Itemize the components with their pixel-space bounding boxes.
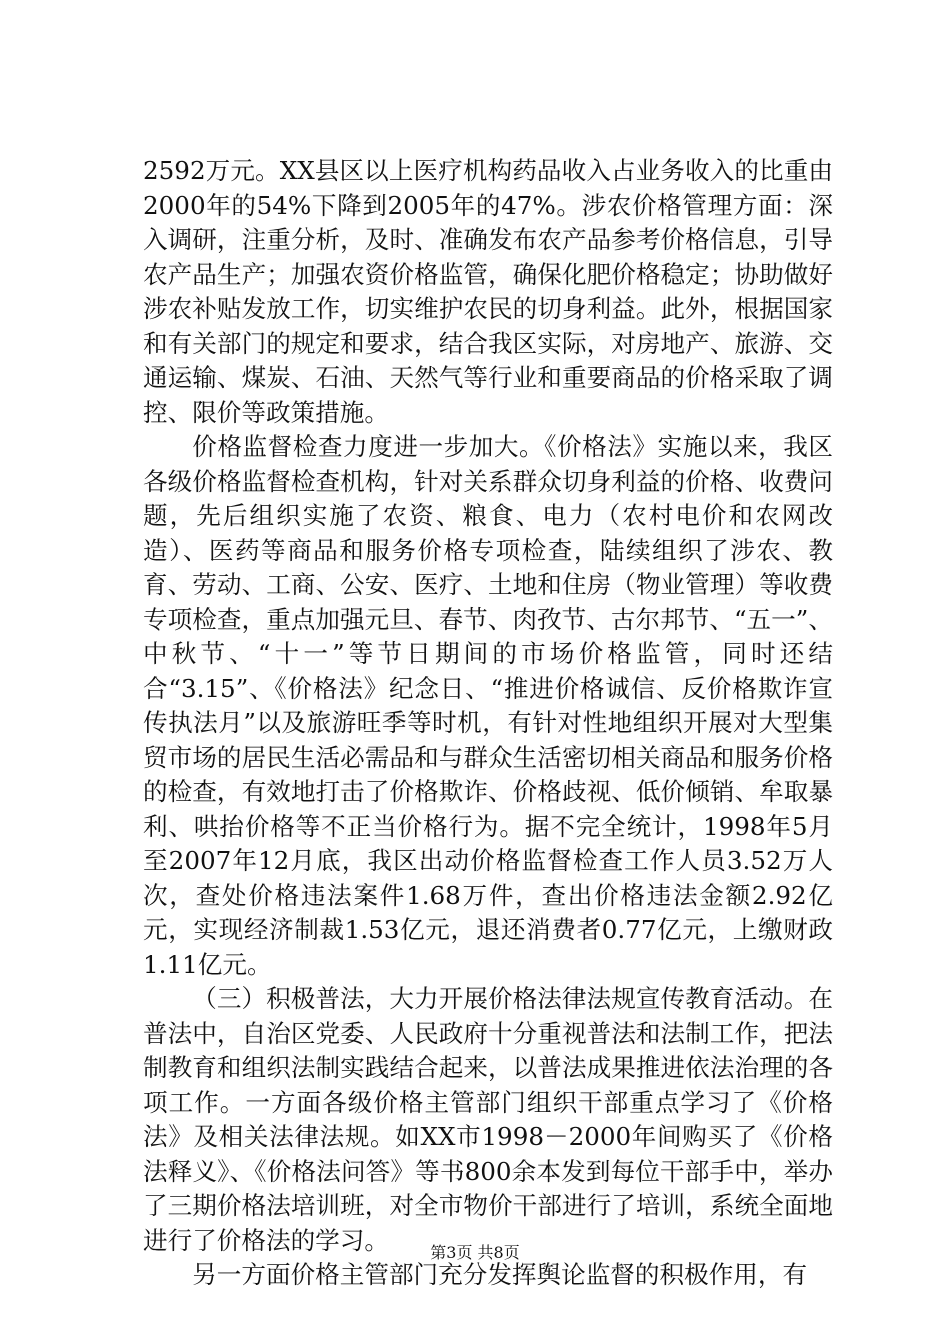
document-body <box>143 154 833 1293</box>
paragraph-price-inspection: 价格监督检查力度进一步加大。《价格法》实施以来，我区各级价格监督检查机构，针对关系群众切身利益的价格、收费问题，先后组织实施了农资、粮食、电力（农村电价和农网改造）、医药等商品和服务价格专项检查，陆续组织了涉农、教育、劳动、工商、公安、医疗、土地和住房（物业管理）等收费专项检查，重点加强元旦、春节、肉孜节、古尔邦节、“五一”、中秋节、“十一”等节日期间的市场价格监管，同时还结合“3.15”、《价格法》纪念日、“推进价格诚信、反价格欺诈宣传执法月”以及旅游旺季等时机，有针对性地组织开展对大型集贸市场的居民生活必需品和与群众生活密切相关商品和服务价格的检查，有效地打击了价格欺诈、价格歧视、低价倾销、牟取暴利、哄抬价格等不正当价格行为。据不完全统计，1998年5月至2007年12月底，我区出动价格监督检查工作人员3.52万人次，查处价格违法案件1.68万件，查出价格违法金额2.92亿元，实现经济制裁1.53亿元，退还消费者0.77亿元，上缴财政1.11亿元。 <box>143 432 833 979</box>
paragraph-continuation: 2592万元。XX县区以上医疗机构药品收入占业务收入的比重由2000年的54%下降到2005年的47%。涉农价格管理方面：深入调研，注重分析，及时、准确发布农产品参考价格信息，引导农产品生产；加强农资价格监管，确保化肥价格稳定；协助做好涉农补贴发放工作，切实维护农民的切身利益。此外，根据国家和有关部门的规定和要求，结合我区实际，对房地产、旅游、交通运输、煤炭、石油、天然气等行业和重要商品的价格采取了调控、限价等政策措施。 <box>143 156 833 427</box>
paragraph-legal-education: （三）积极普法，大力开展价格法律法规宣传教育活动。在普法中，自治区党委、人民政府十分重视普法和法制工作，把法制教育和组织法制实践结合起来，以普法成果推进依法治理的各项工作。一方面各级价格主管部门组织干部重点学习了《价格法》及相关法律法规。如XX市1998－2000年间购买了《价格法释义》、《价格法问答》等书800余本发到每位干部手中，举办了三期价格法培训班，对全市物价干部进行了培训，系统全面地进行了价格法的学习。 <box>143 984 833 1255</box>
page-number: 第3页 共8页 <box>430 1243 520 1262</box>
paragraph-public-opinion: 另一方面价格主管部门充分发挥舆论监督的积极作用，有 <box>192 1260 808 1289</box>
page-footer <box>0 1243 950 1263</box>
